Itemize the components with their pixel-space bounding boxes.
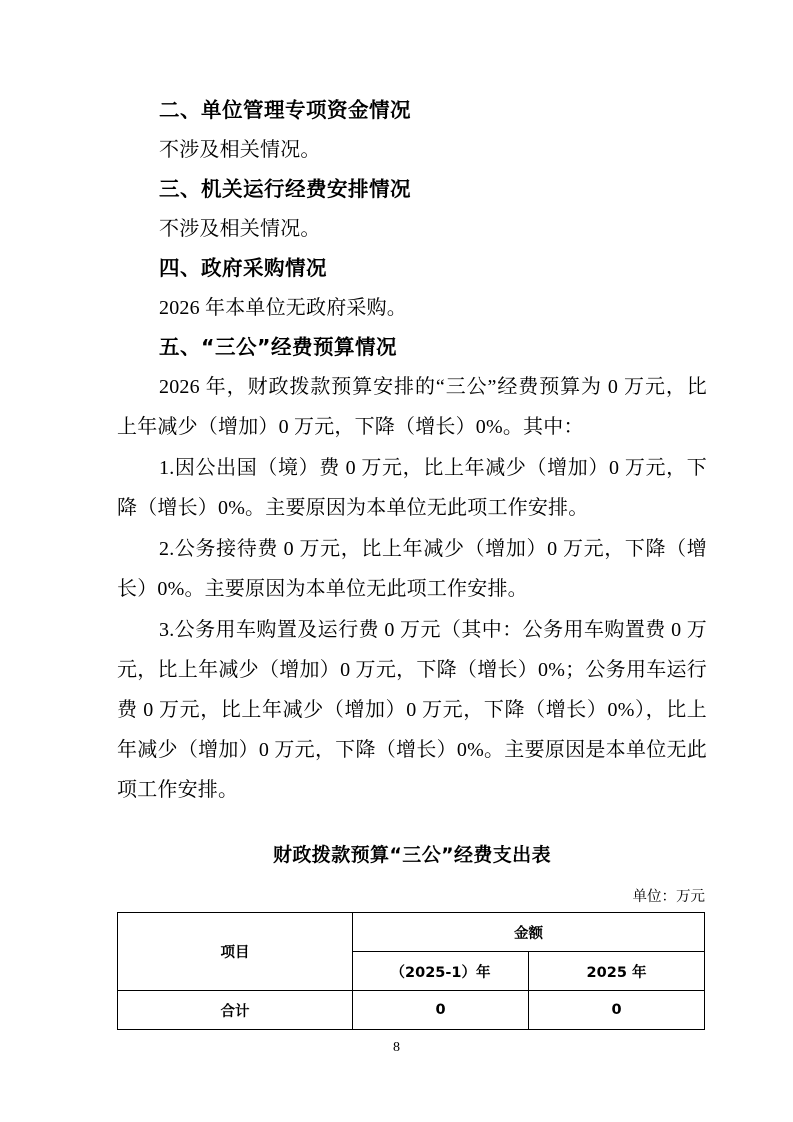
section-heading-5: 五、“三公”经费预算情况	[159, 335, 397, 359]
table-cell-item: 合计	[118, 991, 353, 1030]
section-body-4: 2026 年本单位无政府采购。	[159, 297, 407, 319]
expense-table	[117, 912, 705, 1030]
table-title: 财政拨款预算“三公”经费支出表	[273, 844, 551, 866]
table-cell-curr: 0	[529, 991, 705, 1030]
paragraph-1: 2026 年，财政拨款预算安排的“三公”经费预算为 0 万元，比上年减少（增加）0 万元，下降（增长）0%。其中：	[117, 376, 707, 438]
paragraph-3: 2.公务接待费 0 万元，比上年减少（增加）0 万元，下降（增长）0%。主要原因为本单位无此项工作安排。	[117, 538, 707, 600]
table-cell-prev: 0	[353, 991, 529, 1030]
table-header-item: 项目	[118, 913, 353, 991]
table-header-amount: 金额	[353, 913, 705, 952]
table-row	[118, 913, 705, 952]
paragraph-4: 3.公务用车购置及运行费 0 万元（其中：公务用车购置费 0 万元，比上年减少（增加）0 万元，下降（增长）0%；公务用车运行费 0 万元，比上年减少（增加）0 万元，下降（增长）0%），比上年减少（增加）0 万元，下降（增长）0%。主要原因是本单位无此项工作安排。	[117, 619, 707, 801]
table-header-year-curr: 2025 年	[529, 952, 705, 991]
section-heading-3: 三、机关运行经费安排情况	[159, 177, 411, 201]
paragraph-2: 1.因公出国（境）费 0 万元，比上年减少（增加）0 万元，下降（增长）0%。主要原因为本单位无此项工作安排。	[117, 457, 707, 519]
section-body-3: 不涉及相关情况。	[159, 218, 321, 240]
table-row	[118, 991, 705, 1030]
section-body-2: 不涉及相关情况。	[159, 139, 321, 161]
table-header-year-prev: （2025-1）年	[353, 952, 529, 991]
page-number: 8	[393, 1040, 400, 1055]
page-content	[117, 92, 707, 1030]
section-heading-4: 四、政府采购情况	[159, 256, 327, 280]
table-unit-label: 单位：万元	[632, 889, 705, 905]
section-heading-2: 二、单位管理专项资金情况	[159, 98, 411, 122]
